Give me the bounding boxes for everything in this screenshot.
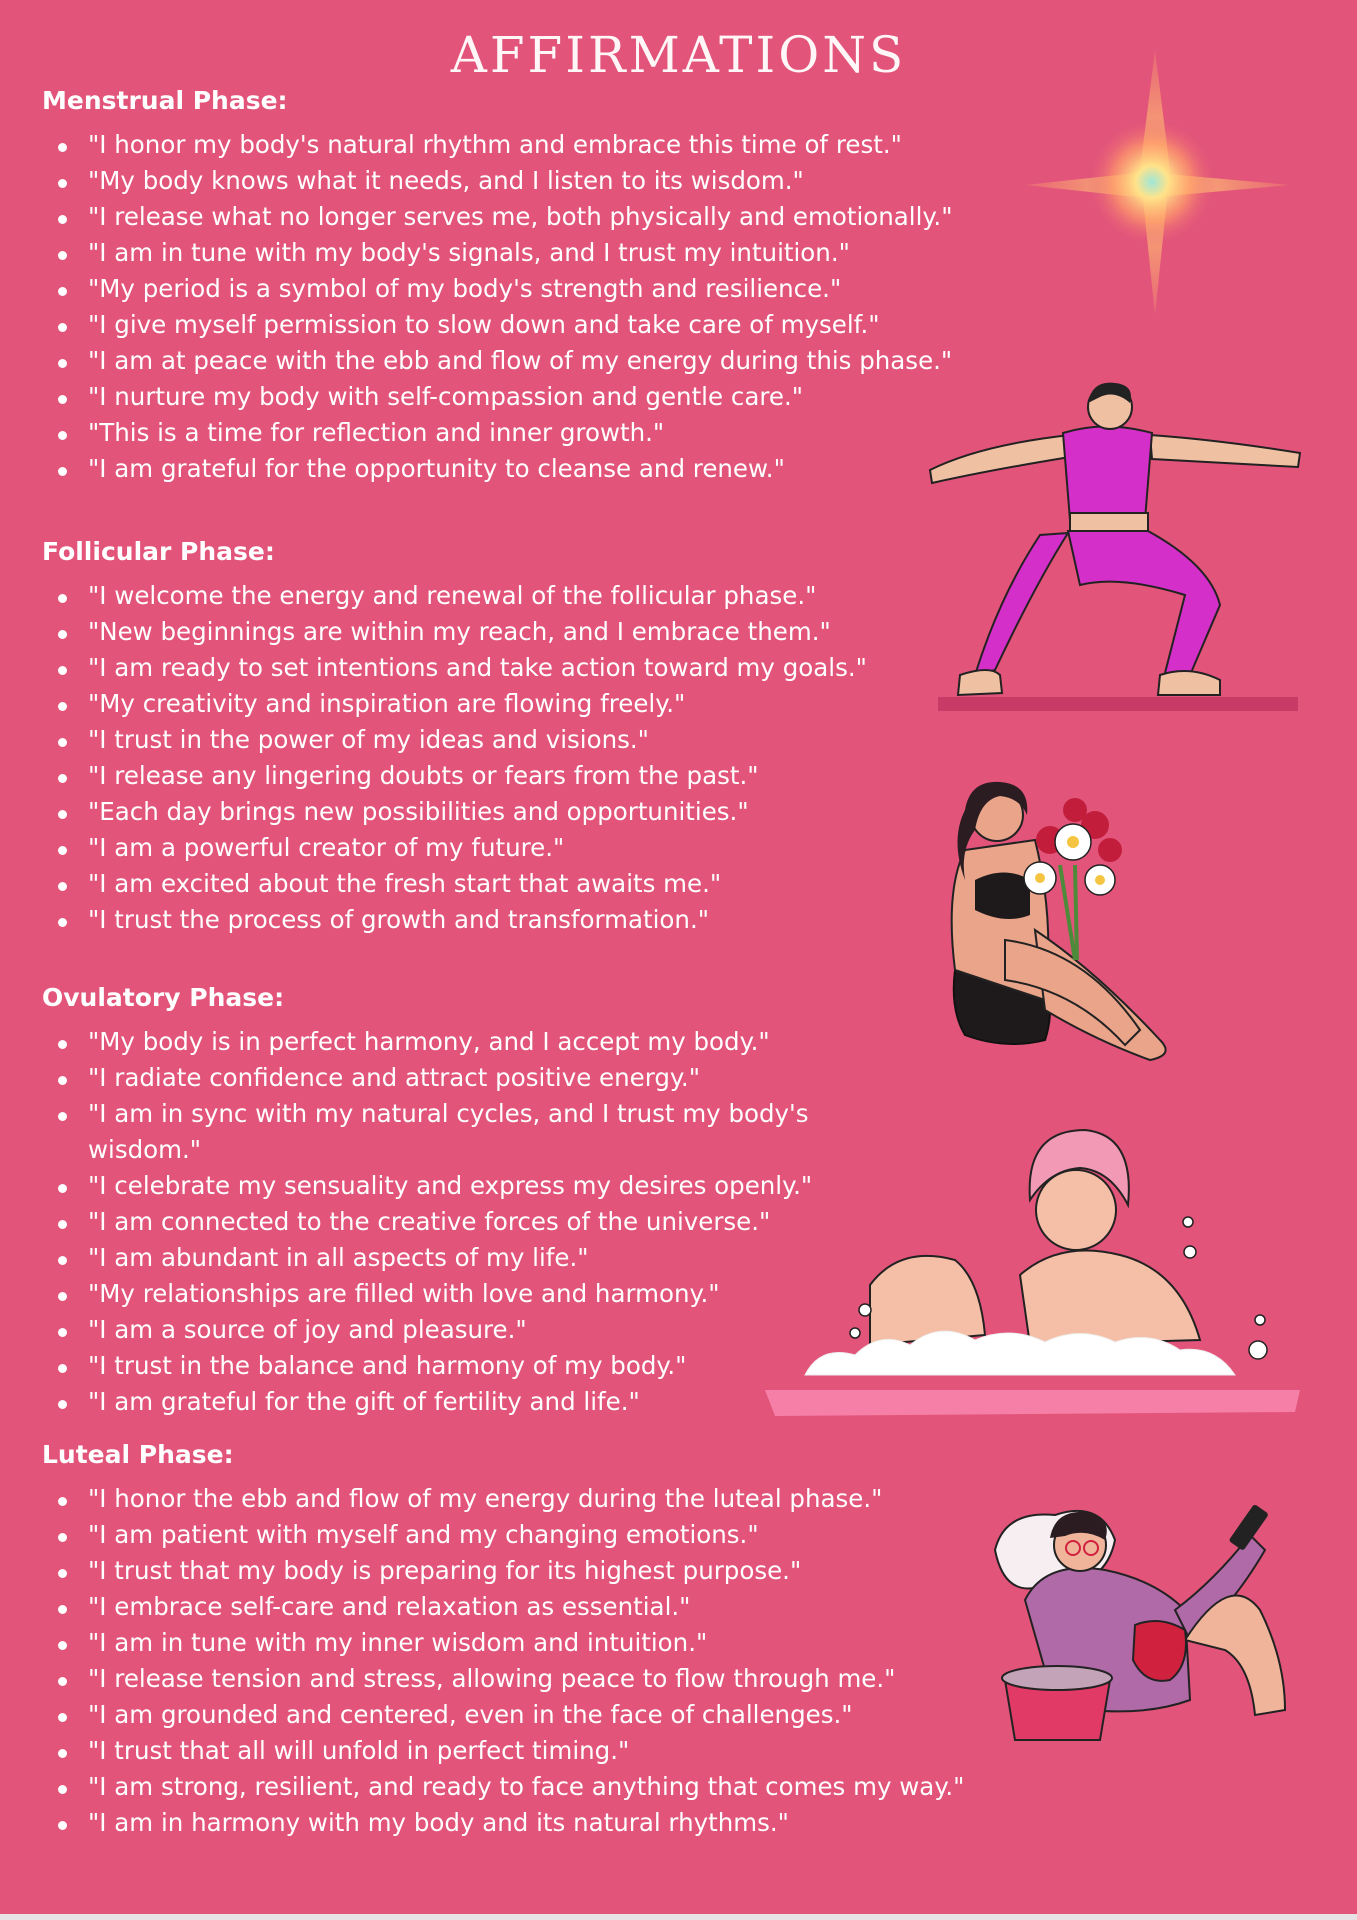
list-item: "I am in harmony with my body and its natural rhythms." (42, 1805, 982, 1841)
list-item: "My period is a symbol of my body's strength and resilience." (42, 271, 982, 307)
list-item: "I am in sync with my natural cycles, and I trust my body's wisdom." (42, 1096, 918, 1168)
list-item: "I nurture my body with self-compassion and gentle care." (42, 379, 982, 415)
list-item: "I trust in the balance and harmony of my body." (42, 1348, 982, 1384)
woman-relaxing-with-remote-illustration (985, 1490, 1305, 1750)
affirmation-list (42, 127, 982, 487)
list-item: "I honor the ebb and flow of my energy during the luteal phase." (42, 1481, 982, 1517)
list-item: "I am ready to set intentions and take action toward my goals." (42, 650, 888, 686)
list-item: "I trust that my body is preparing for its highest purpose." (42, 1553, 982, 1589)
list-item: "I trust that all will unfold in perfect timing." (42, 1733, 982, 1769)
list-item: "My relationships are filled with love and harmony." (42, 1276, 982, 1312)
yoga-warrior-woman-illustration (920, 375, 1310, 720)
list-item: "Each day brings new possibilities and opportunities." (42, 794, 982, 830)
list-item: "I am a source of joy and pleasure." (42, 1312, 982, 1348)
list-item: "I am grateful for the opportunity to cleanse and renew." (42, 451, 982, 487)
list-item: "New beginnings are within my reach, and I embrace them." (42, 614, 982, 650)
list-item: "This is a time for reflection and inner growth." (42, 415, 982, 451)
list-item: "I am grounded and centered, even in the face of challenges." (42, 1697, 982, 1733)
list-item: "I am patient with myself and my changing emotions." (42, 1517, 982, 1553)
affirmation-list (42, 1481, 982, 1841)
section-follicular (42, 537, 982, 938)
list-item: "My body is in perfect harmony, and I accept my body." (42, 1024, 982, 1060)
list-item: "I embrace self-care and relaxation as essential." (42, 1589, 982, 1625)
list-item: "I am connected to the creative forces of the universe." (42, 1204, 982, 1240)
list-item: "I am grateful for the gift of fertility and life." (42, 1384, 982, 1420)
list-item: "I am at peace with the ebb and flow of my energy during this phase." (42, 343, 982, 379)
page-bottom-edge (0, 1914, 1357, 1920)
list-item: "I am in tune with my inner wisdom and intuition." (42, 1625, 982, 1661)
list-item: "I am abundant in all aspects of my life." (42, 1240, 982, 1276)
section-menstrual (42, 86, 982, 487)
list-item: "I give myself permission to slow down and take care of myself." (42, 307, 982, 343)
list-item: "I radiate confidence and attract positive energy." (42, 1060, 982, 1096)
list-item: "I trust in the power of my ideas and visions." (42, 722, 982, 758)
list-item: "I trust the process of growth and transformation." (42, 902, 982, 938)
section-heading: Ovulatory Phase: (42, 983, 285, 1012)
sparkle-star-icon (1010, 40, 1300, 330)
list-item: "I welcome the energy and renewal of the follicular phase." (42, 578, 982, 614)
woman-in-bath-illustration (760, 1120, 1305, 1420)
list-item: "I release any lingering doubts or fears from the past." (42, 758, 982, 794)
woman-with-flowers-illustration (935, 770, 1225, 1070)
list-item: "I am excited about the fresh start that awaits me." (42, 866, 982, 902)
list-item: "My body knows what it needs, and I listen to its wisdom." (42, 163, 982, 199)
list-item: "My creativity and inspiration are flowing freely." (42, 686, 982, 722)
list-item: "I celebrate my sensuality and express my desires openly." (42, 1168, 982, 1204)
list-item: "I release what no longer serves me, both physically and emotionally." (42, 199, 982, 235)
list-item: "I am in tune with my body's signals, and I trust my intuition." (42, 235, 982, 271)
page-title: AFFIRMATIONS (450, 26, 907, 84)
section-heading: Follicular Phase: (42, 537, 275, 566)
list-item: "I am a powerful creator of my future." (42, 830, 982, 866)
section-heading: Luteal Phase: (42, 1440, 234, 1469)
list-item: "I am strong, resilient, and ready to face anything that comes my way." (42, 1769, 1018, 1805)
list-item: "I release tension and stress, allowing peace to flow through me." (42, 1661, 982, 1697)
list-item: "I honor my body's natural rhythm and embrace this time of rest." (42, 127, 982, 163)
section-heading: Menstrual Phase: (42, 86, 288, 115)
section-luteal (42, 1440, 982, 1841)
affirmation-list (42, 578, 982, 938)
